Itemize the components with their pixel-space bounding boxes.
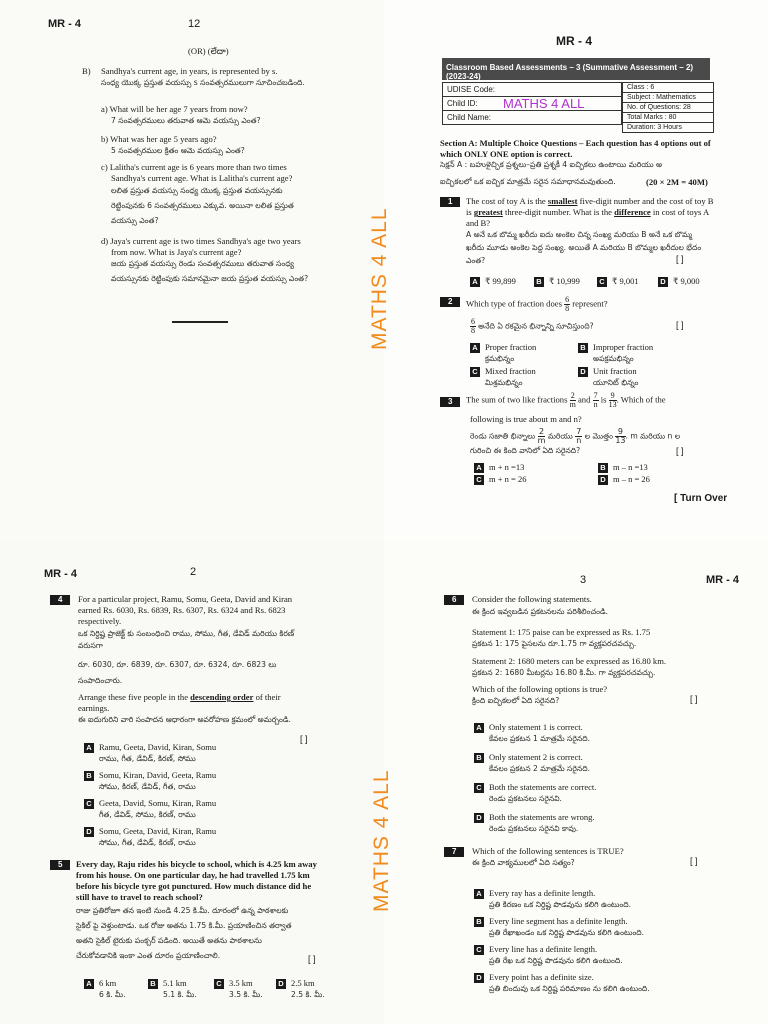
q7-option-c[interactable]: C Every line has a definite length. ప్రతి రేఖ ఒక నిర్దిష్ట పొడవును కలిగి ఉంటుంది.	[474, 944, 623, 966]
page-1-header: MR - 4	[556, 34, 592, 48]
q1-answer-bracket: [ ]	[676, 254, 684, 264]
q-b-en: b) What was her age 5 years ago?	[101, 134, 217, 144]
q3-option-d[interactable]: D m – n = 26	[598, 474, 650, 485]
q6-ask-en: Which of the following options is true?	[472, 684, 608, 694]
q4-option-d[interactable]: D Somu, Geeta, David, Kiran, Ramu సోము, గీత, డేవిడ్, కిరణ్, రాము	[84, 826, 216, 848]
or-line: (OR) (లేదా)	[188, 46, 229, 56]
q5-option-d[interactable]: D 2.5 km 2.5 కి. మీ.	[276, 978, 325, 1000]
q6-statement1-en: Statement 1: 175 paise can be expressed as Rs. 1.75	[472, 627, 651, 637]
q5-option-a[interactable]: A 6 km 6 కి. మీ.	[84, 978, 126, 1000]
page-12-number: 12	[188, 18, 201, 30]
q5-text-te3: అతని సైకిల్ టైరుకు పంక్చర్ పడింది. అయితే అతను పాఠశాలను	[76, 936, 262, 945]
q2-number-badge: 2	[440, 296, 464, 307]
q1-option-b[interactable]: B ₹ 10,999	[534, 276, 580, 287]
q4-option-a[interactable]: A Ramu, Geeta, David, Kiran, Somu రాము, గీత, డేవిడ్, కిరణ్, సోము	[84, 742, 216, 764]
q1-option-d[interactable]: D ₹ 9,000	[658, 276, 700, 287]
q5-option-b[interactable]: B 5.1 km 5.1 కి. మీ.	[148, 978, 197, 1000]
part-b-te: సంధ్య యొక్క ప్రస్తుత వయస్సు s సంవత్సరములుగా సూచించబడింది.	[101, 78, 305, 87]
q4-option-c[interactable]: C Geeta, David, Somu, Kiran, Ramu గీత, డేవిడ్, సోము, కిరణ్, రాము	[84, 798, 216, 820]
q2-answer-bracket: [ ]	[676, 320, 684, 330]
q6-answer-bracket: [ ]	[690, 694, 698, 704]
num-questions-cell: No. of Questions: 28	[623, 103, 714, 113]
q-d-te2: వయస్సునకు రెట్టింపుకు సమానమైనా జయ ప్రస్తుత వయస్సు ఎంత?	[111, 274, 309, 283]
q6-text-te1: ఈ క్రింద ఇవ్వబడిన ప్రకటనలను పరిశీలించండి.	[472, 607, 609, 616]
q-c-te2: రెట్టింపునకు 6 సంవత్సరములు ఎక్కువ. అయినా లలిత ప్రస్తుత	[111, 201, 294, 210]
assessment-title-bar: Classroom Based Assessments – 3 (Summative Assessment – 2) (2023-24)	[442, 58, 710, 80]
watermark-top: MATHS 4 ALL	[368, 207, 391, 350]
q3-option-a[interactable]: A m + n =13	[474, 462, 524, 473]
subject-cell: Subject : Mathematics	[623, 93, 714, 103]
q5-answer-bracket: [ ]	[308, 954, 316, 964]
duration-cell: Duration: 3 Hours	[623, 123, 714, 133]
q5-option-c[interactable]: C 3.5 km 3.5 కి. మీ.	[214, 978, 263, 1000]
q4-text-te5: ఈ ఐదుగురిని వారి సంపాదన ఆధారంగా అవరోహణ క్రమంలో అమర్చండి.	[78, 715, 291, 724]
maths4all-stamp: MATHS 4 ALL	[503, 96, 585, 111]
part-b-en: Sandhya's current age, in years, is represented by s.	[101, 66, 278, 76]
q1-option-c[interactable]: C ₹ 9,001	[597, 276, 639, 287]
q-d-te1: జయ ప్రస్తుత వయస్సు రెండు సంవత్సరములు తరువాత సంధ్య	[111, 259, 294, 268]
page-12-header: MR - 4	[48, 18, 81, 30]
q6-ask-te: క్రింది ఐచ్ఛికలలో ఏది సరైనది?	[472, 696, 560, 705]
q3-text-te2: గురించి ఈ కింది వానిలో ఏది సరైనది?	[470, 446, 581, 455]
q-a-en: a) What will be her age 7 years from now?	[101, 104, 248, 114]
q7-text-en: Which of the following sentences is TRUE?	[472, 846, 624, 856]
q4-text-te2: వరుసగా	[78, 641, 103, 650]
q6-option-d[interactable]: D Both the statements are wrong. రెండు ప్రకటనలు సరైనవి కావు.	[474, 812, 595, 834]
part-b-label: B)	[82, 66, 91, 76]
q7-option-d[interactable]: D Every point has a definite size. ప్రతి బిందువు ఒక నిర్దిష్ట పరిమాణం ను కలిగి ఉంటుంది.	[474, 972, 650, 994]
q2-option-c[interactable]: C Mixed fraction మిశ్రమభిన్నం	[470, 366, 536, 388]
page-1-panel	[384, 0, 768, 540]
section-a-te1: సెక్షన్ A : బహుళైచ్ఛిక ప్రశ్నలు–ప్రతి ప్రశ్నకీ 4 ఐచ్ఛికలు ఉంటాయి మరియు అ	[440, 160, 663, 169]
q1-number-badge: 1	[440, 196, 464, 207]
q7-option-a[interactable]: A Every ray has a definite length. ప్రతి కిరణం ఒక నిర్దిష్ట పొడవును కలిగి ఉంటుంది.	[474, 888, 631, 910]
section-a-te2: ఐచ్ఛికలలో ఒక ఐచ్ఛిక మాత్రమే సరైన సమాధానమవుతుంది.	[440, 177, 616, 186]
q3-answer-bracket: [ ]	[676, 446, 684, 456]
q4-answer-bracket: [ ]	[300, 734, 308, 744]
info-right-table	[622, 82, 714, 133]
section-a-en: Section A: Multiple Choice Questions – Each question has 4 options out of which ONLY ONE option is correct.	[440, 138, 711, 160]
q1-text-te3: ఎంత?	[466, 256, 486, 265]
q4-text-en1: For a particular project, Ramu, Somu, Geeta, David and Kiran	[78, 594, 293, 604]
q2-option-a[interactable]: A Proper fraction క్రమభిన్నం	[470, 342, 536, 364]
child-id-label: Child ID:	[447, 99, 478, 108]
q6-option-c[interactable]: C Both the statements are correct. రెండు ప్రకటనలు సరైనవి.	[474, 782, 596, 804]
q7-number-badge: 7	[444, 846, 468, 857]
q1-text-en: The cost of toy A is the smallest five-digit number and the cost of toy B is greatest three-digit number. What is the difference in cost of toys A and B?	[466, 196, 714, 229]
q1-option-a[interactable]: A ₹ 99,899	[470, 276, 516, 287]
q6-text-en1: Consider the following statements.	[472, 594, 592, 604]
q3-text-en2: following is true about m and n?	[470, 414, 582, 424]
page-3-number: 3	[580, 574, 587, 586]
page-2-number: 2	[190, 566, 197, 578]
q-b-te: 5 సంవత్సరముల క్రితం ఆమె వయస్సు ఎంత?	[111, 146, 245, 155]
q5-text-en4: still have to travel to reach school?	[76, 892, 203, 902]
total-marks-cell: Total Marks : 80	[623, 113, 714, 123]
q3-number-badge: 3	[440, 396, 464, 407]
q4-text-te1: ఒక నిర్దిష్ట ప్రాజెక్ట్ కు సంబంధించి రాము, సోము, గీత, డేవిడ్ మరియు కిరణ్	[78, 629, 295, 638]
q6-option-b[interactable]: B Only statement 2 is correct. కేవలం ప్రకటన 2 మాత్రమే సరైనది.	[474, 752, 590, 774]
end-divider	[172, 321, 228, 323]
udise-label: UDISE Code:	[443, 83, 622, 97]
q5-text-en3: before his bicycle tyre got punctured. How much distance did he	[76, 881, 312, 891]
q7-answer-bracket: [ ]	[690, 856, 698, 866]
q-c-en1: c) Lalitha's current age is 6 years more than two times	[101, 162, 287, 172]
q3-text-te1: రెండు సజాతి భిన్నాలు $\frac{2}{m}$ మరియు $\frac{7}{n}$ ల మొత్తం $\frac{9}{13}$ . m మరియు n ల	[470, 427, 681, 445]
q3-option-c[interactable]: C m + n = 26	[474, 474, 526, 485]
q6-number-badge: 6	[444, 594, 468, 605]
q7-option-b[interactable]: B Every line segment has a definite length. ప్రతి రేఖాఖండం ఒక నిర్దిష్ట పొడవును కలిగి ఉంటుంది.	[474, 916, 644, 938]
q4-text-te3: రూ. 6030, రూ. 6839, రూ. 6307, రూ. 6324, రూ. 6823 లు	[78, 660, 277, 669]
q1-text-te1: A అనే ఒక బొమ్మ ఖరీదు ఐదు అంకెల చిన్న సంఖ్య మరియు B అనే ఒక బొమ్మ	[466, 230, 692, 239]
q4-text-en5: earnings.	[78, 703, 110, 713]
q2-text-te: $\frac{6}{8}$ అనేది ఏ రకమైన భిన్నాన్ని సూచిస్తుంది?	[471, 317, 594, 335]
page-3-header: MR - 4	[706, 574, 739, 586]
q6-option-a[interactable]: A Only statement 1 is correct. కేవలం ప్రకటన 1 మాత్రమే సరైనది.	[474, 722, 590, 744]
turn-over-label: [ Turn Over	[674, 493, 728, 504]
q4-text-en3: respectively.	[78, 616, 122, 626]
section-a-marks: (20 × 2M = 40M)	[646, 177, 708, 187]
q4-number-badge: 4	[50, 594, 74, 605]
q3-option-b[interactable]: B m – n =13	[598, 462, 648, 473]
page-2-header: MR - 4	[44, 568, 77, 580]
class-cell: Class : 6	[623, 83, 714, 93]
child-name-label: Child Name:	[443, 111, 622, 125]
q1-text-te2: ఖరీదు మూడు అంకెల పెద్ద సంఖ్య. అయితే A మరియు B బొమ్మల ఖరీదుల భేదం	[466, 243, 702, 252]
q-d-en2: from now. What is Jaya's current age?	[111, 247, 242, 257]
q-d-en1: d) Jaya's current age is two times Sandhya's age two years	[101, 236, 301, 246]
q-c-en2: Sandhya's current age. What is Lalitha's current age?	[111, 173, 293, 183]
q6-statement2-en: Statement 2: 1680 meters can be expressed as 16.80 km.	[472, 656, 667, 666]
q5-text-en1: Every day, Raju rides his bicycle to school, which is 4.25 km away	[76, 859, 317, 869]
q-a-te: 7 సంవత్సరములు తరువాత ఆమె వయస్సు ఎంత?	[111, 116, 261, 125]
q5-number-badge: 5	[50, 859, 74, 870]
q5-text-te2: సైకిల్ పై వెళ్తుంటాడు. ఒక రోజు అతను 1.75 కి.మీ. ప్రయాణించిన తర్వాత	[76, 921, 292, 930]
q5-text-te1: రాజు ప్రతిరోజూ తన ఇంటి నుండి 4.25 కి.మీ. దూరంలో ఉన్న పాఠశాలకు	[76, 906, 289, 915]
watermark-bottom: MATHS 4 ALL	[370, 769, 393, 912]
q3-text-en: The sum of two like fractions $\frac{2}{m}$ and $\frac{7}{n}$ is $\frac{9}{13}$ . Which of the	[466, 391, 666, 409]
q2-option-b[interactable]: B Improper fraction అపక్రమభిన్నం	[578, 342, 653, 364]
q5-text-en2: from his house. On one particular day, he had travelled 1.75 km	[76, 870, 310, 880]
q6-statement2-te: ప్రకటన 2: 1680 మీటర్లను 16.80 కి.మీ. గా వ్యక్తపరచవచ్చు.	[472, 668, 656, 677]
q-c-te3: వయస్సు ఎంత?	[111, 216, 159, 225]
q4-text-te4: సంపాదించారు.	[78, 676, 123, 685]
q4-option-b[interactable]: B Somu, Kiran, David, Geeta, Ramu సోము, కిరణ్, డేవిడ్, గీత, రాము	[84, 770, 216, 792]
q7-text-te: ఈ క్రింది వాక్యములలో ఏది సత్యం?	[472, 858, 575, 867]
q-c-te1: లలిత ప్రస్తుత వయస్సు సంధ్య యొక్క ప్రస్తుత వయస్సునకు	[111, 186, 283, 195]
q6-statement1-te: ప్రకటన 1: 175 పైసలను రూ.1.75 గా వ్యక్తపరచవచ్చు.	[472, 639, 637, 648]
q5-text-te4: చేరుకోవడానికి ఇంకా ఎంత దూరం ప్రయాణించాలి.	[76, 951, 221, 960]
info-left-table	[442, 82, 622, 125]
q4-text-en4: Arrange these five people in the descending order of their	[78, 692, 281, 702]
q4-text-en2: earned Rs. 6030, Rs. 6839, Rs. 6307, Rs. 6324 and Rs. 6823	[78, 605, 286, 615]
q2-option-d[interactable]: D Unit fraction యూనిట్ భిన్నం	[578, 366, 638, 388]
q2-text-en: Which type of fraction does $\frac{6}{8}$ represent?	[466, 295, 608, 313]
